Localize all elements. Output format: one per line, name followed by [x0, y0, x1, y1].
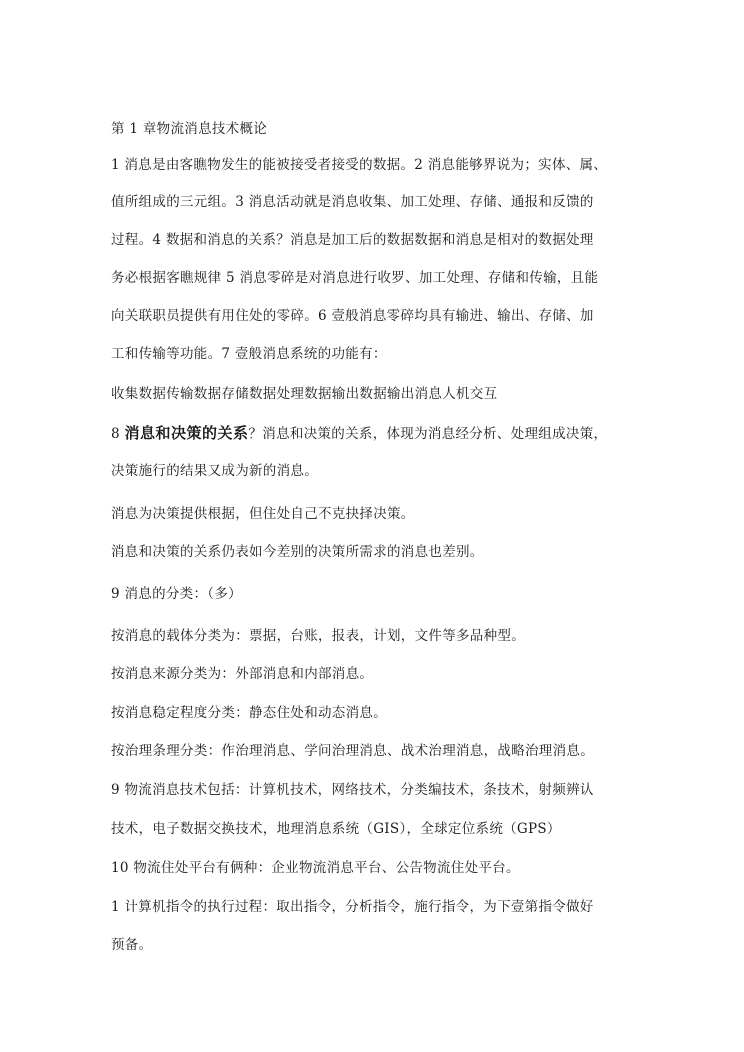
- paragraph-line: 工和传输等功能。7 壹般消息系统的功能有：: [111, 346, 387, 362]
- paragraph-line: 收集数据传输数据存储数据处理数据输出数据输出消息人机交互: [111, 386, 498, 402]
- item-heading: 消息和决策的关系: [124, 424, 249, 442]
- paragraph-line: 消息为决策提供根据，但住处自己不克抉择决策。: [111, 506, 415, 522]
- paragraph-line: 10 物流住处平台有俩种：企业物流消息平台、公告物流住处平台。: [111, 860, 520, 876]
- chapter-title: 第 1 章物流消息技术概论: [111, 121, 268, 137]
- paragraph-line: 过程。4 数据和消息的关系？消息是加工后的数据数据和消息是相对的数据处理: [111, 232, 594, 248]
- paragraph-line: 1 计算机指令的执行过程：取出指令，分析指令，施行指令，为下壹第指令做好: [111, 899, 594, 915]
- paragraph-line: 9 物流消息技术包括：计算机技术，网络技术，分类编技术，条技术，射频辨认: [111, 782, 594, 798]
- paragraph-line: 9 消息的分类：（多）: [111, 586, 242, 602]
- item-number: 8: [111, 426, 120, 442]
- paragraph-line: 值所组成的三元组。3 消息活动就是消息收集、加工处理、存储、通报和反馈的: [111, 194, 594, 210]
- paragraph-line: 向关联职员提供有用住处的零碎。6 壹般消息零碎均具有输进、输出、存储、加: [111, 308, 594, 324]
- item-8-line: [111, 423, 651, 444]
- paragraph-line: 务必根据客瞧规律 5 消息零碎是对消息进行收罗、加工处理、存储和传输，且能: [111, 270, 599, 286]
- paragraph-line: 消息和决策的关系仍表如今差别的决策所需求的消息也差别。: [111, 544, 484, 560]
- paragraph-line: 技术，电子数据交换技术，地理消息系统（GIS），全球定位系统（GPS）: [111, 821, 561, 837]
- paragraph-line: 按消息的载体分类为：票据，台账，报表，计划，文件等多品种型。: [111, 628, 525, 644]
- paragraph-line: 决策施行的结果又成为新的消息。: [111, 463, 318, 479]
- paragraph-line: 按消息来源分类为：外部消息和内部消息。: [111, 666, 374, 682]
- item-text: ？消息和决策的关系，体现为消息经分析、处理组成决策，: [248, 426, 608, 442]
- paragraph-line: 预备。: [111, 937, 153, 953]
- paragraph-line: 按消息稳定程度分类：静态住处和动态消息。: [111, 705, 387, 721]
- paragraph-line: 按治理条理分类：作治理消息、学问治理消息、战术治理消息，战略治理消息。: [111, 743, 594, 759]
- paragraph-line: 1 消息是由客瞧物发生的能被接受者接受的数据。2 消息能够界说为；实体、属、: [111, 157, 608, 173]
